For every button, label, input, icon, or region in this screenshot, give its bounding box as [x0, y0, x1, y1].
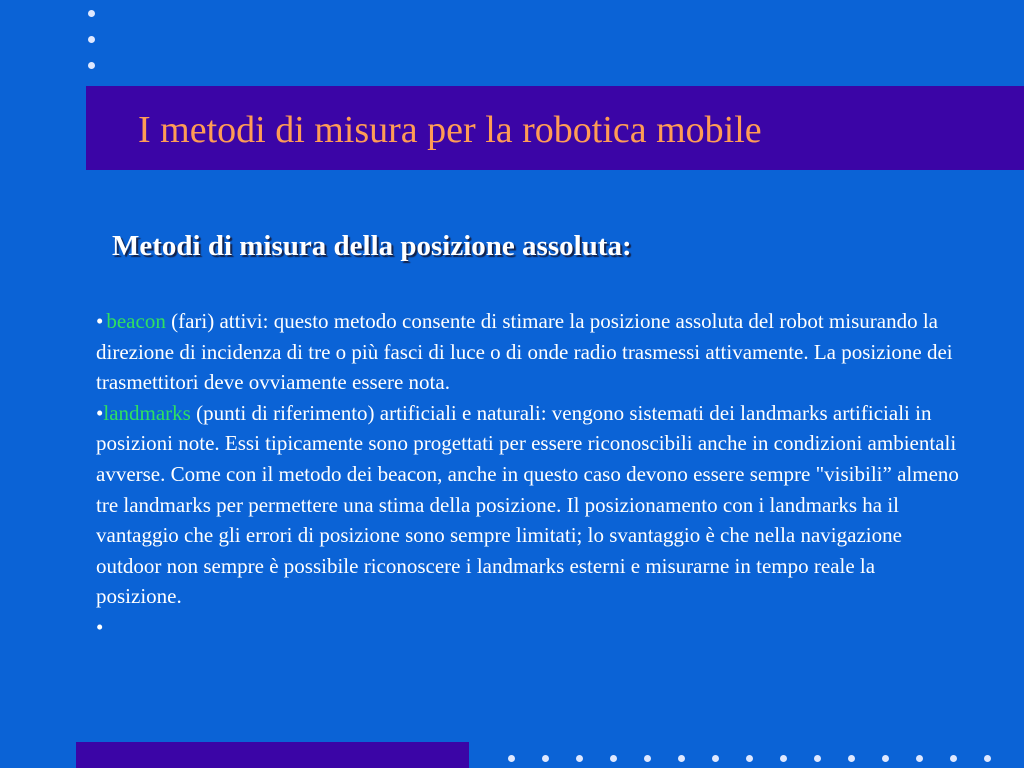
decorative-dot [780, 755, 787, 762]
decorative-dot [542, 755, 549, 762]
decorative-dot [610, 755, 617, 762]
slide-subtitle: Metodi di misura della posizione assoluta: [112, 230, 632, 262]
decorative-dot [88, 36, 95, 43]
slide-title: I metodi di misura per la robotica mobile [138, 109, 762, 151]
decorative-dot [712, 755, 719, 762]
decorative-dot [950, 755, 957, 762]
paragraph-text: (fari) attivi: questo metodo consente di stimare la posizione assoluta del robot misurando la direzione di incidenza di tre o più fasci di luce o di onde radio trasmessi attivamente. La posizione dei trasmettitori deve ovviamente essere nota. [96, 309, 953, 395]
keyword-landmarks: landmarks [103, 400, 191, 425]
top-decorative-dots [88, 10, 100, 88]
empty-bullet [96, 612, 966, 643]
bullet-marker: • [96, 400, 104, 425]
decorative-dot [576, 755, 583, 762]
bottom-band [76, 742, 469, 768]
paragraph-text: (punti di riferimento) artificiali e naturali: vengono sistemati dei landmarks artificiali in posizioni note. Essi tipicamente sono progettati per essere riconoscibili anche in condizioni ambientali avverse. Come con il metodo dei beacon, anche in questo caso devono essere sempre "visibili” almeno tre landmarks per permettere una stima della posizione. Il posizionamento con i landmarks ha il vantaggio che gli errori di posizione sono sempre limitati; lo svantaggio è che nella navigazione outdoor non sempre è possibile riconoscere i landmarks esterni e misurarne in tempo reale la posizione. [96, 400, 959, 609]
decorative-dot [848, 755, 855, 762]
decorative-dot [746, 755, 753, 762]
slide-body [96, 306, 966, 643]
decorative-dot [984, 755, 991, 762]
decorative-dot [88, 10, 95, 17]
decorative-dot [508, 755, 515, 762]
bullet-marker: • [96, 614, 104, 639]
decorative-dot [916, 755, 923, 762]
decorative-dot [814, 755, 821, 762]
paragraph-beacon [96, 306, 966, 398]
decorative-dot [678, 755, 685, 762]
paragraph-landmarks [96, 398, 966, 612]
bottom-decorative-dots [508, 755, 1008, 763]
decorative-dot [644, 755, 651, 762]
keyword-beacon: beacon [106, 309, 166, 333]
bullet-marker: • [96, 309, 104, 333]
decorative-dot [88, 62, 95, 69]
decorative-dot [882, 755, 889, 762]
